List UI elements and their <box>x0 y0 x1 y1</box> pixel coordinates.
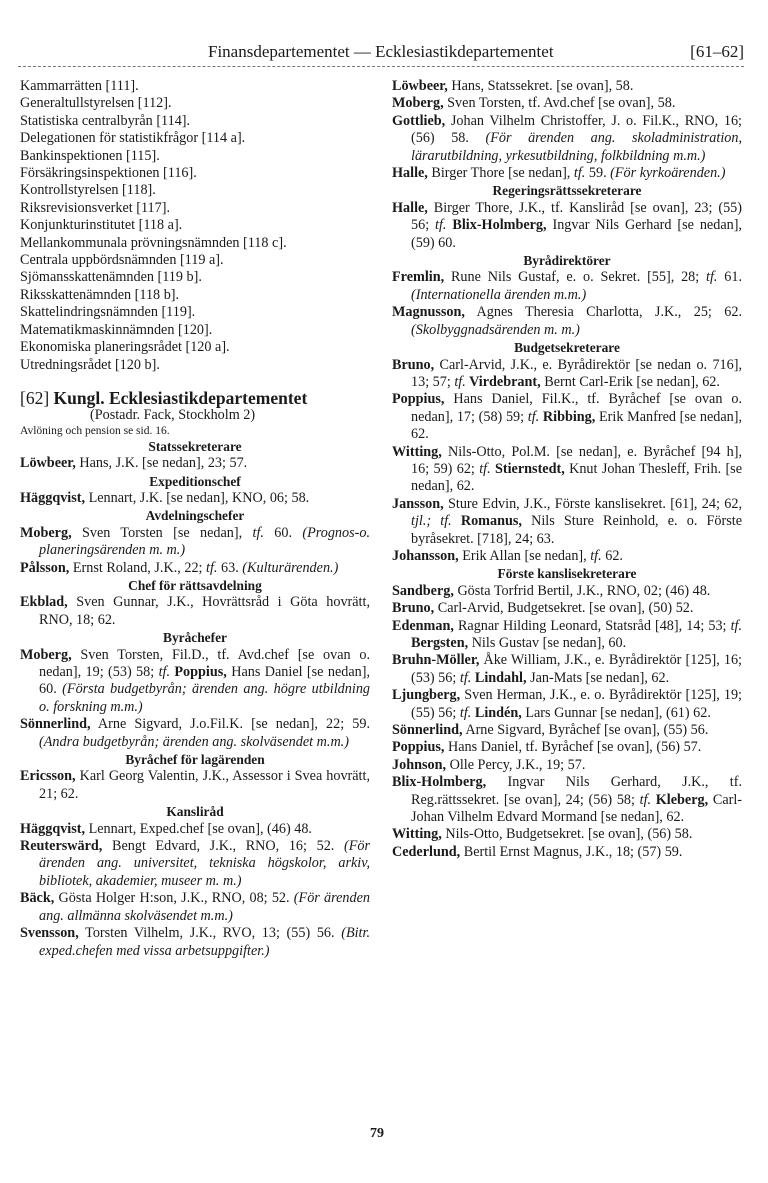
page-range: [61–62] <box>690 42 744 61</box>
section-heading: Budgetsekreterare <box>514 340 620 356</box>
entry: Häggqvist, Lennart, J.K. [se nedan], KNO, 06; 58. <box>20 489 310 506</box>
entry: Ljungberg, Sven Herman, J.K., e. o. Byrådirektör [125], 19; (55) 56; tf. Lindén, Lars Gunnar [se nedan], (61) 62. <box>392 687 742 721</box>
agency-item: Kammarrätten [111]. <box>20 78 139 94</box>
section-heading: Avdelningschefer <box>145 508 245 524</box>
page-header <box>18 40 744 67</box>
section-heading: Förste kanslisekreterare <box>497 566 637 582</box>
agency-item: Bankinspektionen [115]. <box>20 147 160 164</box>
agency-item: Kontrollstyrelsen [118]. <box>20 182 156 199</box>
entry: Häggqvist, Lennart, Exped.chef [se ovan], (46) 48. <box>20 820 312 837</box>
section-heading: Chef för rättsavdelning <box>128 577 262 593</box>
agency-item: Utredningsrådet [120 b]. <box>20 356 160 373</box>
entry: Cederlund, Bertil Ernst Magnus, J.K., 18; (57) 59. <box>392 843 683 860</box>
section-heading: Regeringsrättssekreterare <box>492 183 642 199</box>
entry: Pålsson, Ernst Roland, J.K., 22; tf. 63. (Kulturärenden.) <box>20 559 339 576</box>
entry: Ericsson, Karl Georg Valentin, J.K., Assessor i Svea hovrätt, 21; 62. <box>20 768 370 802</box>
entry: Bäck, Gösta Holger H:son, J.K., RNO, 08; 52. (För ärenden ang. allmänna skolväsendet m.m.) <box>20 890 370 924</box>
entry: Gottlieb, Johan Vilhelm Christoffer, J. o. Fil.K., RNO, 16; (56) 58. (För ärenden ang. skoladministration, lärarutbildning, yrkesutbildning, folkbildning m.m.) <box>392 112 742 164</box>
entry: Magnusson, Agnes Theresia Charlotta, J.K., 25; 62. (Skolbyggnadsärenden m. m.) <box>392 304 742 338</box>
entry: Reuterswärd, Bengt Edvard, J.K., RNO, 16; 52. (För ärenden ang. universitet, tekniska högskolor, arkiv, bibliotek, akademier, museer m. m.) <box>20 838 370 889</box>
left-column <box>20 78 370 960</box>
agency-item: Statistiska centralbyrån [114]. <box>20 112 191 129</box>
entry: Johansson, Erik Allan [se nedan], tf. 62. <box>392 547 623 564</box>
section-heading: Expeditionschef <box>149 473 241 489</box>
agency-item: Delegationen för statistikfrågor [114 a]. <box>20 130 246 147</box>
entry: Moberg, Sven Torsten, Fil.D., tf. Avd.chef [se ovan o. nedan], 19; (53) 58; tf. Poppius, Hans Daniel [se nedan], 60. (Första budgetbyrån; ärenden ang. högre utbildning o. forskning m.m.) <box>20 646 371 715</box>
agency-item: Ekonomiska planeringsrådet [120 a]. <box>20 339 230 356</box>
right-column <box>392 78 742 861</box>
entry: Halle, Birger Thore, J.K., tf. Kansliråd [se ovan], 23; (55) 56; tf. Blix-Holmberg, Ingvar Nils Gerhard [se nedan], (59) 60. <box>392 199 742 251</box>
entry: Löwbeer, Hans, J.K. [se nedan], 23; 57. <box>20 455 248 472</box>
section-heading: Statssekreterare <box>148 438 242 454</box>
entry: Svensson, Torsten Vilhelm, J.K., RVO, 13; (55) 56. (Bitr. exped.chefen med vissa arbetsuppgifter.) <box>20 925 370 959</box>
entry: Ekblad, Sven Gunnar, J.K., Hovrättsråd i Göta hovrätt, RNO, 18; 62. <box>20 594 370 628</box>
agency-item: Försäkringsinspektionen [116]. <box>20 165 197 182</box>
entry: Bruno, Carl-Arvid, Budgetsekret. [se ovan], (50) 52. <box>392 600 694 617</box>
department-number: [62] <box>20 387 50 408</box>
entry: Moberg, Sven Torsten, tf. Avd.chef [se ovan], 58. <box>392 95 676 112</box>
running-title: Finansdepartementet — Ecklesiastikdepartementet <box>208 42 554 61</box>
department-address: (Postadr. Fack, Stockholm 2) <box>90 407 256 424</box>
entry: Witting, Nils-Otto, Pol.M. [se nedan], e. Byråchef [94 h], 16; 59) 62; tf. Stiernstedt, Knut Johan Thesleff, Frih. [se nedan], 62. <box>392 443 743 495</box>
entry: Sönnerlind, Arne Sigvard, Byråchef [se ovan], (55) 56. <box>392 722 709 739</box>
agency-item: Skattelindringsnämnden [119]. <box>20 304 196 321</box>
department-note: Avlöning och pension se sid. 16. <box>20 424 170 437</box>
entry: Edenman, Ragnar Hilding Leonard, Statsråd [48], 14; 53; tf. Bergsten, Nils Gustav [se nedan], 60. <box>392 617 742 651</box>
department-heading <box>20 387 370 408</box>
agency-list <box>20 78 370 374</box>
agency-item: Generaltullstyrelsen [112]. <box>20 95 172 112</box>
section-heading: Kansliråd <box>166 804 224 820</box>
section-heading: Byrådirektörer <box>523 253 611 269</box>
entry: Halle, Birger Thore [se nedan], tf. 59. (För kyrkoärenden.) <box>392 165 726 182</box>
agency-item: Matematikmaskinnämnden [120]. <box>20 321 213 338</box>
entry: Jansson, Sture Edvin, J.K., Förste kanslisekret. [61], 24; 62, tjl.; tf. Romanus, Nils Sture Reinhold, e. o. Förste byråsekret. [718], 24; 63. <box>392 495 742 547</box>
agency-item: Centrala uppbördsnämnden [119 a]. <box>20 252 224 269</box>
entry: Witting, Nils-Otto, Budgetsekret. [se ovan], (56) 58. <box>392 826 693 843</box>
section-heading: Byråchefer <box>163 630 227 646</box>
page-number: 79 <box>370 1126 384 1141</box>
entry: Poppius, Hans Daniel, Fil.K., tf. Byråchef [se ovan o. nedan], 17; (58) 59; tf. Ribbing, Erik Manfred [se nedan], 62. <box>392 391 742 443</box>
department-name: Kungl. Ecklesiastikdepartementet <box>53 387 308 408</box>
section-heading: Byråchef för lagärenden <box>125 752 265 768</box>
agency-item: Konjunkturinstitutet [118 a]. <box>20 217 183 234</box>
agency-item: Riksskattenämnden [118 b]. <box>20 286 180 303</box>
agency-item: Riksrevisionsverket [117]. <box>20 199 170 216</box>
agency-item: Mellankommunala prövningsnämnden [118 c]. <box>20 234 287 251</box>
entry: Sandberg, Gösta Torfrid Bertil, J.K., RNO, 02; (46) 48. <box>392 582 711 599</box>
entry: Sönnerlind, Arne Sigvard, J.o.Fil.K. [se nedan], 22; 59. (Andra budgetbyrån; ärenden ang. skolväsendet m.m.) <box>20 716 370 750</box>
agency-item: Sjömansskattenämnden [119 b]. <box>20 269 202 286</box>
entry: Moberg, Sven Torsten [se nedan], tf. 60. (Prognos-o. planeringsärenden m. m.) <box>20 524 371 559</box>
entry: Blix-Holmberg, Ingvar Nils Gerhard, J.K., tf. Reg.rättssekret. [se ovan], 24; (56) 58; tf. Kleberg, Carl-Johan Vilhelm Edvard Mormand [se nedan], 62. <box>392 774 743 826</box>
entry: Bruno, Carl-Arvid, J.K., e. Byrådirektör [se nedan o. 716], 13; 57; tf. Virdebrant, Bernt Carl-Erik [se nedan], 62. <box>392 356 742 390</box>
entry: Löwbeer, Hans, Statssekret. [se ovan], 58. <box>392 78 634 94</box>
entry: Fremlin, Rune Nils Gustaf, e. o. Sekret. [55], 28; tf. 61. (Internationella ärenden m.m.) <box>392 269 742 303</box>
entry: Bruhn-Möller, Åke William, J.K., e. Byrådirektör [125], 16; (53) 56; tf. Lindahl, Jan-Mats [se nedan], 62. <box>392 652 742 686</box>
entry: Johnson, Olle Percy, J.K., 19; 57. <box>392 756 586 773</box>
entry: Poppius, Hans Daniel, tf. Byråchef [se ovan], (56) 57. <box>392 739 702 756</box>
